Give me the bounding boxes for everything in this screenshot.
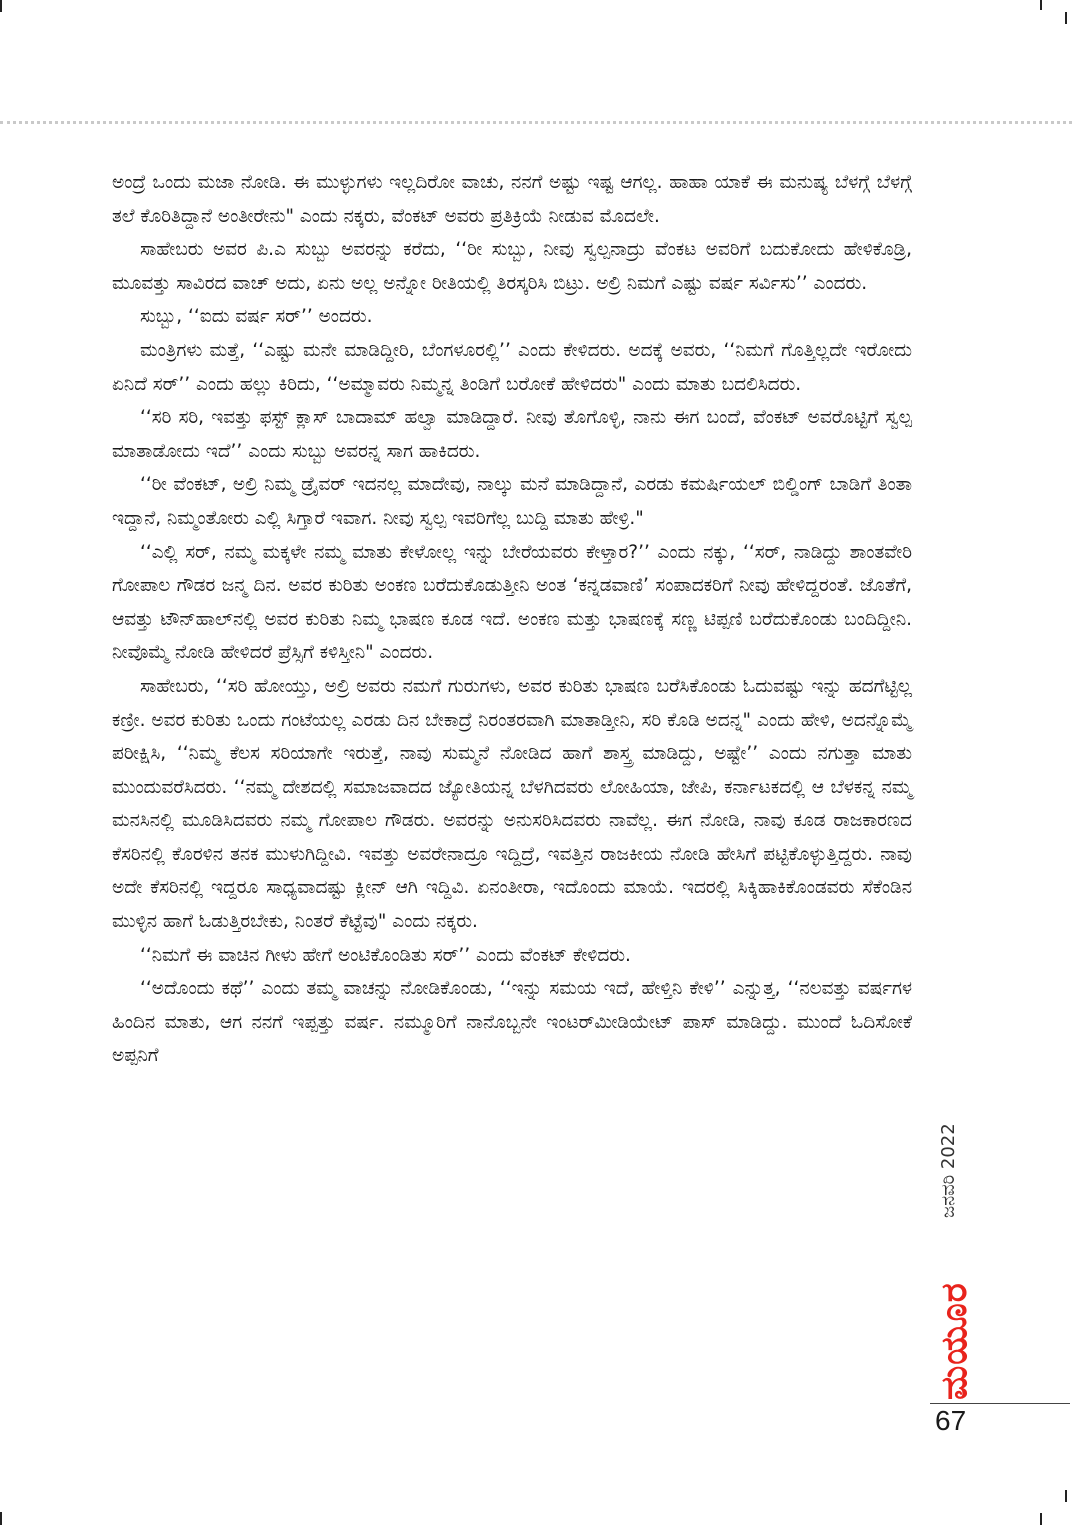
article-paragraph: ‘‘ನಿಮಗೆ ಈ ವಾಚಿನ ಗೀಳು ಹೇಗೆ ಅಂಟಿಕೊಂಡಿತು ಸರ್’’ ಎಂದು ವೆಂಕಟ್ ಕೇಳಿದರು. (140, 944, 631, 966)
article-paragraph: ಸಾಹೇಬರು ಅವರ ಪಿ.ಎ ಸುಬ್ಬು ಅವರನ್ನು ಕರೆದು, ‘‘ರೀ ಸುಬ್ಬು, ನೀವು ಸ್ವಲ್ಪನಾದ್ರು ವೆಂಕಟ ಅವರಿಗೆ ಬದುಕೋದು ಹೇಳಿಕೊಡ್ರಿ, ಮೂವತ್ತು ಸಾವಿರದ ವಾಚ್ ಅದು, ಏನು ಅಲ್ಲ ಅನ್ನೋ ರೀತಿಯಲ್ಲಿ ತಿರಸ್ಕರಿಸಿ ಬಿಟ್ರು. ಅಲ್ರಿ ನಿಮಗೆ ಎಷ್ಟು ವರ್ಷ ಸರ್ವಿಸು’’ ಎಂದರು. (112, 239, 912, 294)
crop-mark-bottom-right (1065, 1490, 1067, 1502)
article-paragraph: ‘‘ರೀ ವೆಂಕಟ್, ಅಲ್ರಿ ನಿಮ್ಮ ಡ್ರೈವರ್ ಇದನಲ್ಲ ಮಾದೇವು, ನಾಲ್ಕು ಮನೆ ಮಾಡಿದ್ದಾನೆ, ಎರಡು ಕಮರ್ಷಿಯಲ್ ಬಿಲ್ಡಿಂಗ್ ಬಾಡಿಗೆ ತಿಂತಾ ಇದ್ದಾನೆ, ನಿಮ್ಮಂತೋರು ಎಲ್ಲಿ ಸಿಗ್ತಾರೆ ಇವಾಗ. ನೀವು ಸ್ವಲ್ಪ ಇವರಿಗೆಲ್ಲ ಬುದ್ದಿ ಮಾತು ಹೇಳ್ರಿ." (112, 474, 912, 529)
article-paragraph: ಅಂದ್ರೆ ಒಂದು ಮಜಾ ನೋಡಿ. ಈ ಮುಳ್ಳುಗಳು ಇಲ್ಲದಿರೋ ವಾಚು, ನನಗೆ ಅಷ್ಟು ಇಷ್ಟ ಆಗಲ್ಲ. ಹಾಹಾ ಯಾಕೆ ಈ ಮನುಷ್ಯ ಬೆಳಗ್ಗೆ ಬೆಳಗ್ಗೆ ತಲೆ ಕೊರಿತಿದ್ದಾನೆ ಅಂತೀರೇನು" ಎಂದು ನಕ್ಕರು, ವೆಂಕಟ್ ಅವರು ಪ್ರತಿಕ್ರಿಯೆ ನೀಡುವ ಮೊದಲೇ. (112, 172, 912, 227)
magazine-logo: ಮಯೂರ (934, 1282, 975, 1400)
crop-mark-top-right (1065, 12, 1067, 24)
crop-mark-top-left (0, 0, 2, 12)
issue-date: ಜನವರಿ 2022 (938, 1123, 959, 1218)
crop-mark-bottom-left (0, 1512, 2, 1525)
crop-mark-bottom-mid (1040, 1513, 1042, 1525)
article-body (112, 166, 912, 1073)
article-paragraph: ‘‘ಎಲ್ಲಿ ಸರ್, ನಮ್ಮ ಮಕ್ಕಳೇ ನಮ್ಮ ಮಾತು ಕೇಳೋಲ್ಲ ಇನ್ನು ಬೇರೆಯವರು ಕೇಳ್ತಾರ?’’ ಎಂದು ನಕ್ಕು, ‘‘ಸರ್, ನಾಡಿದ್ದು ಶಾಂತವೇರಿ ಗೋಪಾಲ ಗೌಡರ ಜನ್ಮ ದಿನ. ಅವರ ಕುರಿತು ಅಂಕಣ ಬರೆದುಕೊಡುತ್ತೀನಿ ಅಂತ ‘ಕನ್ನಡವಾಣಿ’ ಸಂಪಾದಕರಿಗೆ ನೀವು ಹೇಳಿದ್ದರಂತೆ. ಜೊತೆಗೆ, ಆವತ್ತು ಟೌನ್‌ಹಾಲ್‌ನಲ್ಲಿ ಅವರ ಕುರಿತು ನಿಮ್ಮ ಭಾಷಣ ಕೂಡ ಇದೆ. ಅಂಕಣ ಮತ್ತು ಭಾಷಣಕ್ಕೆ ಸಣ್ಣ ಟಿಪ್ಪಣಿ ಬರೆದುಕೊಂಡು ಬಂದಿದ್ದೀನಿ. ನೀವೊಮ್ಮೆ ನೋಡಿ ಹೇಳಿದರೆ ಪ್ರೆಸ್ಸಿಗೆ ಕಳಿಸ್ತೀನಿ" ಎಂದರು. (112, 541, 912, 664)
article-paragraph: ಮಂತ್ರಿಗಳು ಮತ್ತೆ, ‘‘ಎಷ್ಟು ಮನೇ ಮಾಡಿದ್ದೀರಿ, ಬೆಂಗಳೂರಲ್ಲಿ’’ ಎಂದು ಕೇಳಿದರು. ಅದಕ್ಕೆ ಅವರು, ‘‘ನಿಮಗೆ ಗೊತ್ತಿಲ್ಲದೇ ಇರೋದು ಏನಿದೆ ಸರ್’’ ಎಂದು ಹಲ್ಲು ಕಿರಿದು, ‘‘ಅಮ್ಮಾವರು ನಿಮ್ಮನ್ನ ತಿಂಡಿಗೆ ಬರೋಕೆ ಹೇಳಿದರು" ಎಂದು ಮಾತು ಬದಲಿಸಿದರು. (112, 339, 912, 395)
article-paragraph: ‘‘ಅದೊಂದು ಕಥೆ’’ ಎಂದು ತಮ್ಮ ವಾಚನ್ನು ನೋಡಿಕೊಂಡು, ‘‘ಇನ್ನು ಸಮಯ ಇದೆ, ಹೇಳ್ತಿನಿ ಕೇಳಿ’’ ಎನ್ನುತ್ತ, ‘‘ನಲವತ್ತು ವರ್ಷಗಳ ಹಿಂದಿನ ಮಾತು, ಆಗ ನನಗೆ ಇಪ್ಪತ್ತು ವರ್ಷ. ನಮ್ಮೂರಿಗೆ ನಾನೊಬ್ಬನೇ ಇಂಟರ್‌ಮೀಡಿಯೇಟ್ ಪಾಸ್ ಮಾಡಿದ್ದು. ಮುಂದೆ ಓದಿಸೋಕೆ ಅಪ್ಪನಿಗೆ (112, 978, 912, 1067)
article-paragraph: ‘‘ಸರಿ ಸರಿ, ಇವತ್ತು ಫಸ್ಟ್ ಕ್ಲಾಸ್ ಬಾದಾಮ್ ಹಲ್ವಾ ಮಾಡಿದ್ದಾರೆ. ನೀವು ತೊಗೊಳ್ಳಿ, ನಾನು ಈಗ ಬಂದೆ, ವೆಂಕಟ್ ಅವರೊಟ್ಟಿಗೆ ಸ್ವಲ್ಪ ಮಾತಾಡೋದು ಇದೆ’’ ಎಂದು ಸುಬ್ಬು ಅವರನ್ನ ಸಾಗ ಹಾಕಿದರು. (112, 407, 912, 462)
page-number: 67 (935, 1405, 967, 1436)
article-paragraph: ಸುಬ್ಬು, ‘‘ಐದು ವರ್ಷ ಸರ್’’ ಅಂದರು. (140, 306, 373, 328)
article-paragraph: ಸಾಹೇಬರು, ‘‘ಸರಿ ಹೋಯ್ತು, ಅಲ್ರಿ ಅವರು ನಮಗೆ ಗುರುಗಳು, ಅವರ ಕುರಿತು ಭಾಷಣ ಬರೆಸಿಕೊಂಡು ಓದುವಷ್ಟು ಇನ್ನು ಹದಗೆಟ್ಟಿಲ್ಲ ಕಣ್ರೀ. ಅವರ ಕುರಿತು ಒಂದು ಗಂಟೆಯಲ್ಲ ಎರಡು ದಿನ ಬೇಕಾದ್ರೆ ನಿರಂತರವಾಗಿ ಮಾತಾಡ್ತೀನಿ, ಸರಿ ಕೊಡಿ ಅದನ್ನ" ಎಂದು ಹೇಳಿ, ಅದನ್ನೊಮ್ಮೆ ಪರೀಕ್ಷಿಸಿ, ‘‘ನಿಮ್ಮ ಕೆಲಸ ಸರಿಯಾಗೇ ಇರುತ್ತೆ, ನಾವು ಸುಮ್ಮನೆ ನೋಡಿದ ಹಾಗೆ ಶಾಸ್ತ್ರ ಮಾಡಿದ್ದು, ಅಷ್ಟೇ’’ ಎಂದು ನಗುತ್ತಾ ಮಾತು ಮುಂದುವರೆಸಿದರು. ‘‘ನಮ್ಮ ದೇಶದಲ್ಲಿ ಸಮಾಜವಾದದ ಜ್ಯೋತಿಯನ್ನ ಬೆಳಗಿದವರು ಲೋಹಿಯಾ, ಜೇಪಿ, ಕರ್ನಾಟಕದಲ್ಲಿ ಆ ಬೆಳಕನ್ನ ನಮ್ಮ ಮನಸಿನಲ್ಲಿ ಮೂಡಿಸಿದವರು ನಮ್ಮ ಗೋಪಾಲ ಗೌಡರು. ಅವರನ್ನು ಅನುಸರಿಸಿದವರು ನಾವೆಲ್ಲ. ಈಗ ನೋಡಿ, ನಾವು ಕೂಡ ರಾಜಕಾರಣದ ಕೆಸರಿನಲ್ಲಿ ಕೊರಳಿನ ತನಕ ಮುಳುಗಿದ್ದೀವಿ. ಇವತ್ತು ಅವರೇನಾದ್ರೂ ಇದ್ದಿದ್ರೆ, ಇವತ್ತಿನ ರಾಜಕೀಯ ನೋಡಿ ಹೇಸಿಗೆ ಪಟ್ಟಿಕೊಳ್ಳುತ್ತಿದ್ದರು. ನಾವು ಅದೇ ಕೆಸರಿನಲ್ಲಿ ಇದ್ದರೂ ಸಾಧ್ಯವಾದಷ್ಟು ಕ್ಲೀನ್ ಆಗಿ ಇದ್ದಿವಿ. ಏನಂತೀರಾ, ಇದೊಂದು ಮಾಯೆ. ಇದರಲ್ಲಿ ಸಿಕ್ಕಿಹಾಕಿಕೊಂಡವರು ಸೆಕೆಂಡಿನ ಮುಳ್ಳಿನ ಹಾಗೆ ಓಡುತ್ತಿರಬೇಕು, ನಿಂತರೆ ಕೆಟ್ಟೆವು" ಎಂದು ನಕ್ಕರು. (112, 675, 912, 933)
page-number-rule (930, 1403, 1070, 1404)
crop-mark-top-mid (1040, 0, 1042, 10)
header-dotted-rule (0, 121, 1072, 124)
